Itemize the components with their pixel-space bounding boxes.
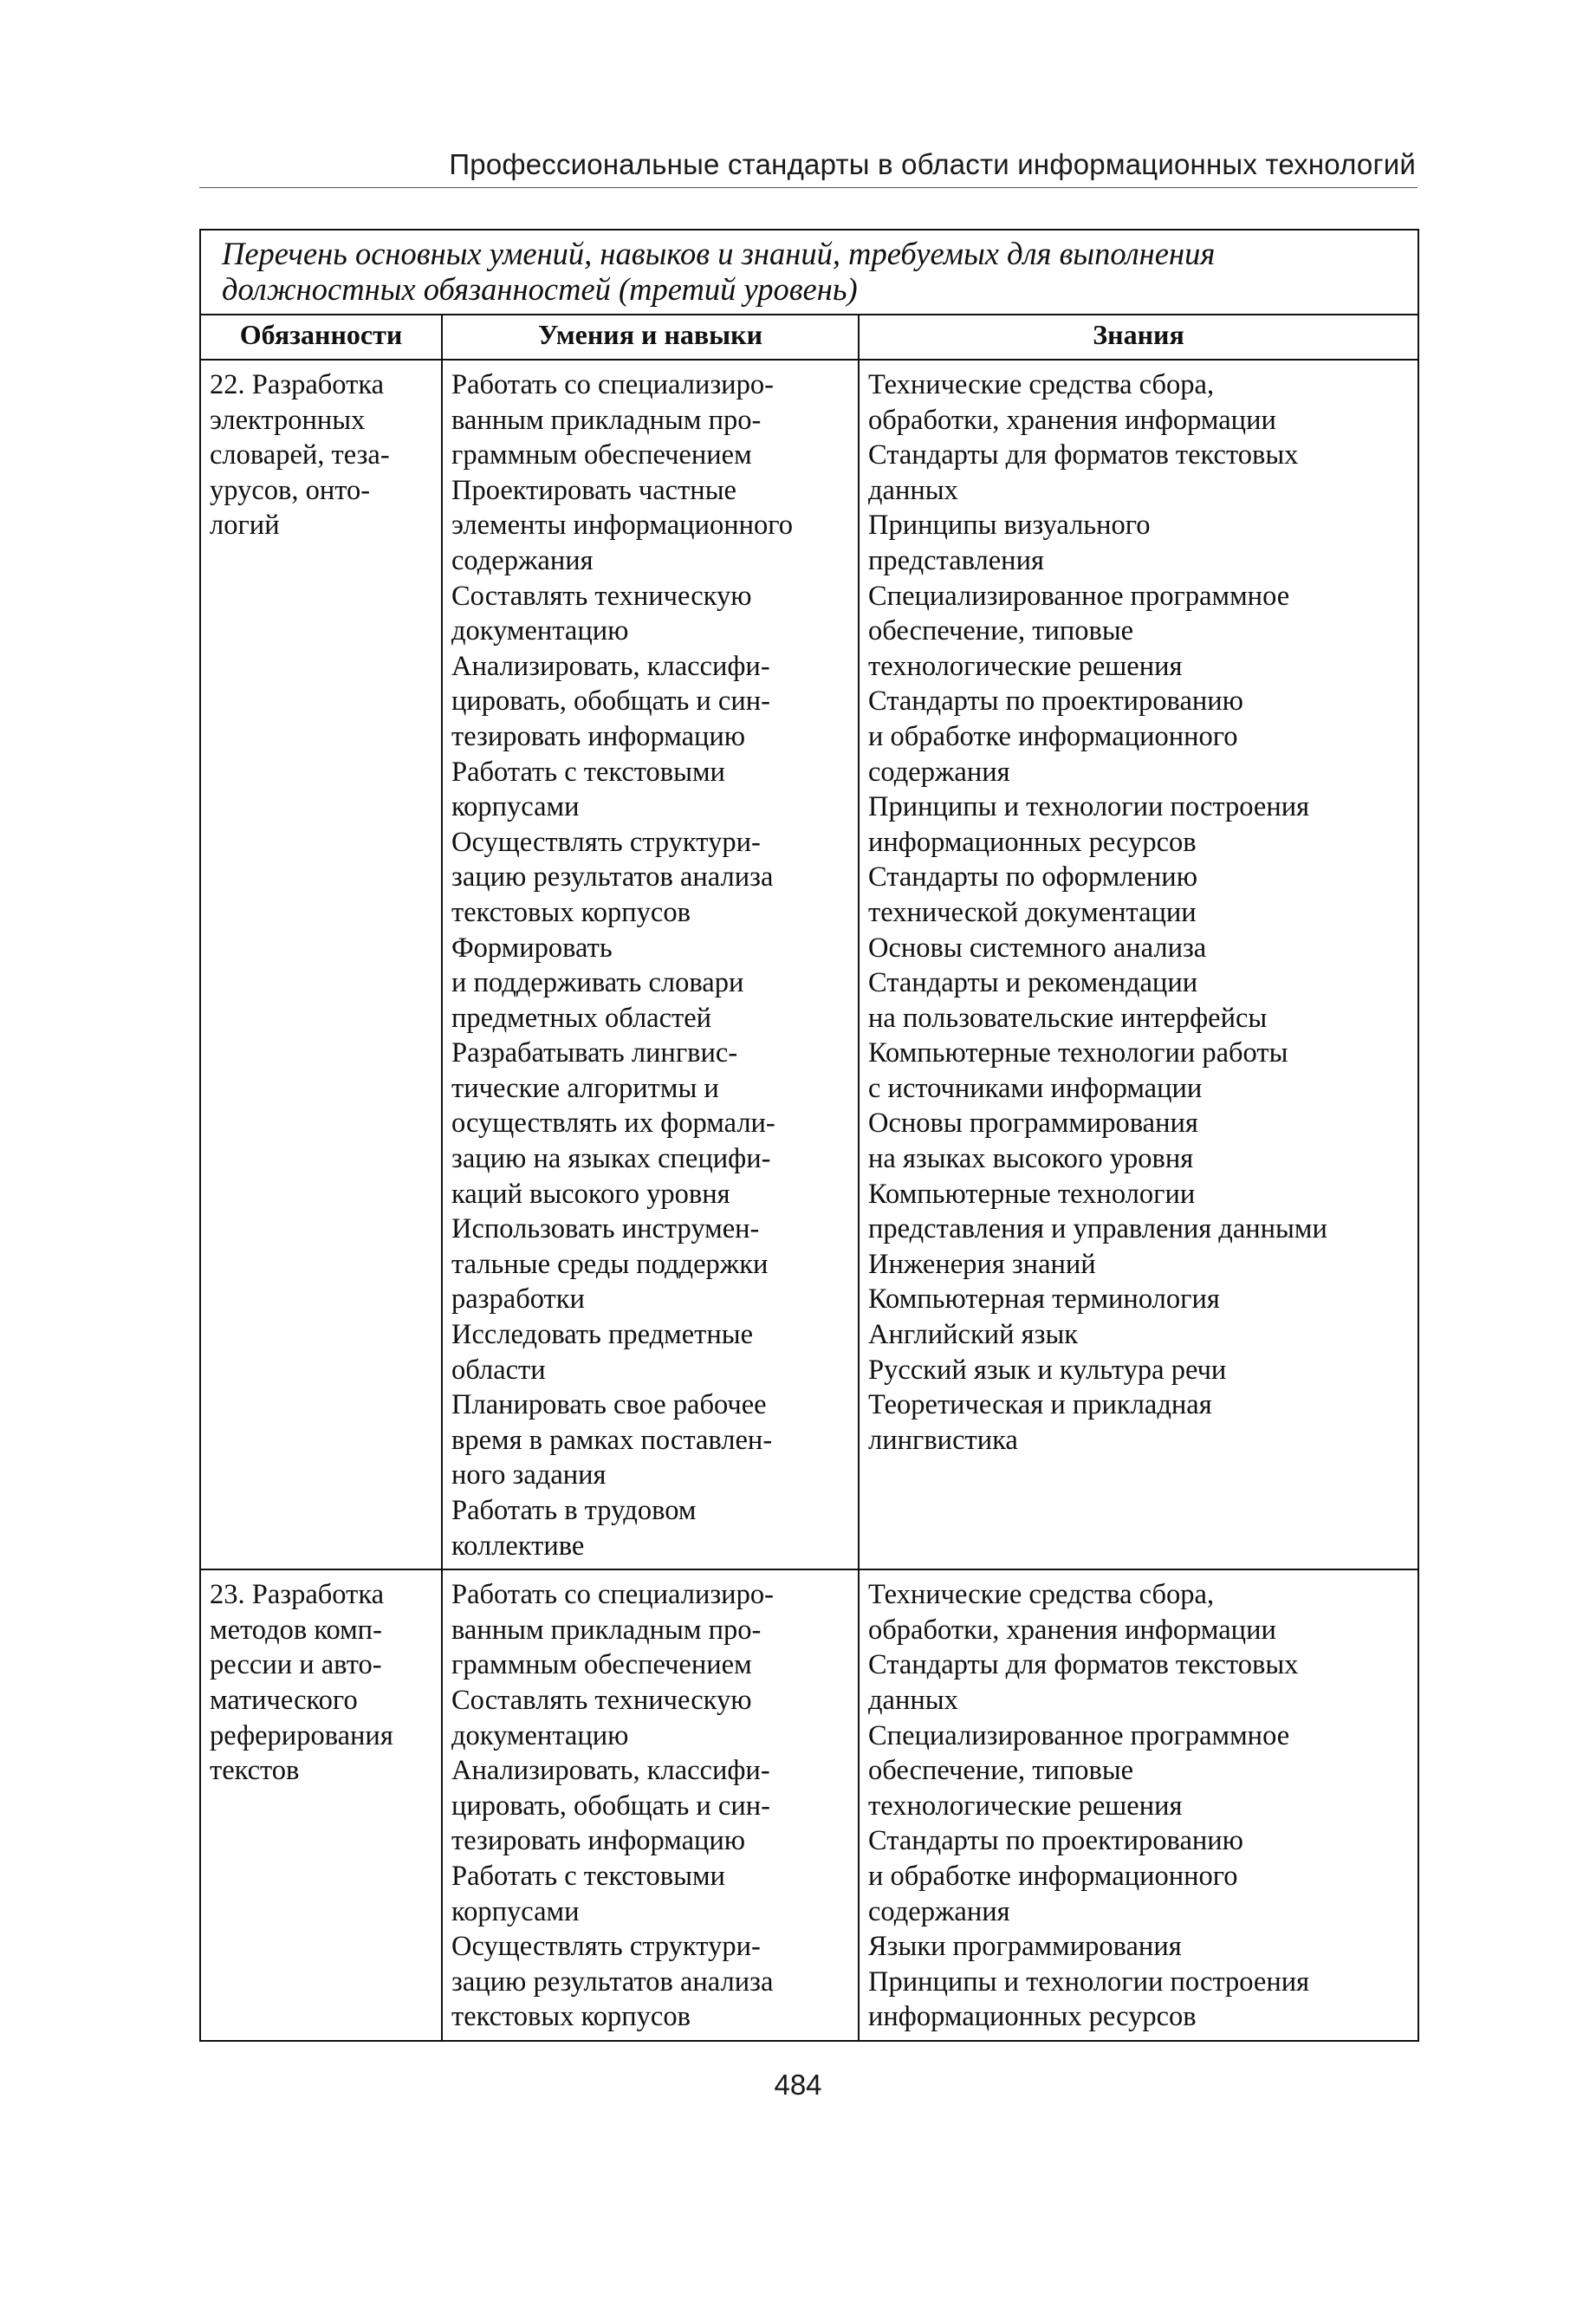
column-header-duties: Обязанности	[200, 315, 442, 360]
cell-line: технологические решения	[868, 1790, 1183, 1822]
cell-line: Разрабатывать лингвис-	[451, 1037, 738, 1069]
cell-line: Стандарты для форматов текстовых	[868, 439, 1299, 471]
skills-cell	[442, 1569, 859, 2041]
caption-line: Перечень основных умений, навыков и знаний, требуемых для выполнения	[222, 236, 1216, 271]
cell-line: Специализированное программное	[868, 580, 1290, 612]
cell-line: содержания	[868, 1895, 1010, 1927]
cell-line: технологические решения	[868, 650, 1183, 682]
knowledge-cell	[859, 1569, 1418, 2041]
cell-line: осуществлять их формали-	[451, 1108, 775, 1140]
knowledge-cell	[859, 360, 1418, 1569]
cell-line: Работать с текстовыми	[451, 756, 725, 788]
cell-line: технической документации	[868, 896, 1197, 928]
cell-line: реферирования	[210, 1719, 393, 1751]
cell-line: зацию результатов анализа	[451, 1965, 774, 1998]
header-row	[200, 315, 1418, 360]
cell-line: содержания	[868, 756, 1010, 788]
cell-line: логий	[210, 510, 280, 542]
cell-line: обработки, хранения информации	[868, 404, 1276, 436]
cell-line: области	[451, 1354, 546, 1386]
cell-line: и обработке информационного	[868, 1860, 1238, 1892]
cell-line: Планировать свое рабочее	[451, 1389, 767, 1421]
cell-line: ванным прикладным про-	[451, 404, 762, 436]
cell-line: Технические средства сбора,	[868, 1579, 1215, 1611]
cell-line: электронных	[210, 404, 366, 436]
cell-line: Теоретическая и прикладная	[868, 1389, 1212, 1421]
header-rule	[199, 187, 1418, 188]
cell-line: ванным прикладным про-	[451, 1614, 762, 1646]
cell-line: документацию	[451, 615, 629, 647]
cell-line: документацию	[451, 1719, 629, 1751]
cell-line: ного задания	[451, 1459, 607, 1491]
page-number: 484	[774, 2069, 822, 2101]
cell-line: обеспечение, типовые	[868, 1755, 1134, 1787]
cell-line: Специализированное программное	[868, 1719, 1290, 1751]
cell-line: Стандарты по проектированию	[868, 685, 1243, 718]
cell-line: Стандарты по проектированию	[868, 1825, 1243, 1857]
cell-line: зацию результатов анализа	[451, 861, 774, 893]
cell-line: Принципы и технологии построения	[868, 1965, 1310, 1998]
cell-line: Принципы визуального	[868, 510, 1151, 542]
duty-cell	[200, 360, 442, 1569]
cell-line: Компьютерные технологии работы	[868, 1037, 1288, 1069]
cell-line: Анализировать, классифи-	[451, 1755, 770, 1787]
cell-line: с источниками информации	[868, 1072, 1203, 1104]
cell-line: тезировать информацию	[451, 1825, 746, 1857]
cell-line: Работать со специализиро-	[451, 1579, 774, 1611]
standards-table	[199, 229, 1419, 2042]
cell-line: на языках высокого уровня	[868, 1143, 1194, 1175]
cell-line: Компьютерная терминология	[868, 1283, 1220, 1316]
column-header-skills: Умения и навыки	[442, 315, 859, 360]
cell-line: представления и управления данными	[868, 1213, 1327, 1245]
table-row	[200, 360, 1418, 1569]
cell-line: Технические средства сбора,	[868, 369, 1215, 400]
cell-line: и обработке информационного	[868, 720, 1238, 752]
cell-line: цировать, обобщать и син-	[451, 685, 770, 718]
caption-line: должностных обязанностей (третий уровень)	[222, 271, 858, 307]
cell-line: Работать с текстовыми	[451, 1860, 725, 1892]
cell-line: тезировать информацию	[451, 720, 746, 752]
cell-line: время в рамках поставлен-	[451, 1424, 773, 1456]
cell-line: данных	[868, 474, 958, 506]
cell-line: Основы программирования	[868, 1108, 1198, 1140]
cell-line: текстов	[210, 1755, 300, 1787]
cell-line: коллективе	[451, 1530, 585, 1562]
table-row	[200, 1569, 1418, 2041]
cell-line: разработки	[451, 1283, 585, 1316]
caption-row	[200, 230, 1418, 315]
cell-line: Работать в трудовом	[451, 1495, 697, 1526]
cell-line: рессии и авто-	[210, 1649, 382, 1681]
cell-line: Исследовать предметные	[451, 1319, 753, 1351]
cell-line: информационных ресурсов	[868, 826, 1197, 858]
cell-line: каций высокого уровня	[451, 1178, 730, 1210]
cell-line: информационных ресурсов	[868, 2001, 1197, 2033]
cell-line: тальные среды поддержки	[451, 1248, 769, 1280]
cell-line: на пользовательские интерфейсы	[868, 1002, 1268, 1034]
cell-line: корпусами	[451, 1895, 580, 1927]
duty-cell	[200, 1569, 442, 2041]
cell-line: Компьютерные технологии	[868, 1178, 1196, 1210]
cell-line: обработки, хранения информации	[868, 1614, 1276, 1646]
cell-line: 22. Разработка	[210, 369, 385, 400]
cell-line: содержания	[451, 544, 594, 576]
cell-line: 23. Разработка	[210, 1579, 385, 1611]
cell-line: Составлять техническую	[451, 1684, 752, 1716]
cell-line: Анализировать, классифи-	[451, 650, 770, 682]
cell-line: Стандарты и рекомендации	[868, 967, 1198, 999]
cell-line: тические алгоритмы и	[451, 1072, 719, 1104]
cell-line: представления	[868, 544, 1044, 576]
cell-line: граммным обеспечением	[451, 439, 752, 471]
cell-line: Использовать инструмен-	[451, 1213, 760, 1245]
cell-line: текстовых корпусов	[451, 896, 691, 928]
cell-line: Английский язык	[868, 1319, 1079, 1351]
cell-line: текстовых корпусов	[451, 2001, 691, 2033]
cell-line: матического	[210, 1684, 358, 1716]
cell-line: Составлять техническую	[451, 580, 752, 612]
skills-cell	[442, 360, 859, 1569]
cell-line: предметных областей	[451, 1002, 712, 1034]
cell-line: данных	[868, 1684, 958, 1716]
cell-line: граммным обеспечением	[451, 1649, 752, 1681]
cell-line: Принципы и технологии построения	[868, 791, 1310, 823]
cell-line: элементы информационного	[451, 510, 794, 542]
cell-line: Языки программирования	[868, 1931, 1182, 1963]
cell-line: урусов, онто-	[210, 474, 371, 506]
cell-line: Русский язык и культура речи	[868, 1354, 1227, 1386]
cell-line: Основы системного анализа	[868, 932, 1207, 964]
cell-line: словарей, теза-	[210, 439, 390, 471]
cell-line: Проектировать частные	[451, 474, 736, 506]
cell-line: методов комп-	[210, 1614, 382, 1646]
cell-line: цировать, обобщать и син-	[451, 1790, 770, 1822]
cell-line: лингвистика	[868, 1424, 1018, 1456]
running-header: Профессиональные стандарты в области информационных технологий	[449, 148, 1416, 180]
cell-line: Работать со специализиро-	[451, 369, 774, 400]
cell-line: и поддерживать словари	[451, 967, 744, 999]
cell-line: корпусами	[451, 791, 580, 823]
cell-line: Осуществлять структури-	[451, 1931, 761, 1963]
cell-line: Инженерия знаний	[868, 1248, 1096, 1280]
cell-line: обеспечение, типовые	[868, 615, 1134, 647]
cell-line: Формировать	[451, 932, 613, 964]
column-header-knowledge: Знания	[859, 315, 1418, 360]
cell-line: зацию на языках специфи-	[451, 1143, 771, 1175]
cell-line: Стандарты по оформлению	[868, 861, 1197, 893]
cell-line: Стандарты для форматов текстовых	[868, 1649, 1299, 1681]
cell-line: Осуществлять структури-	[451, 826, 761, 858]
table-caption	[200, 230, 1418, 315]
